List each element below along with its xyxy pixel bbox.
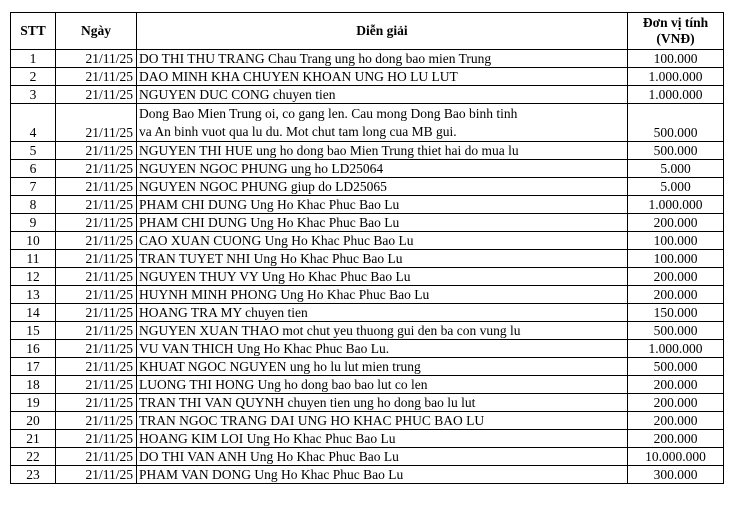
row-stt: 14	[11, 304, 56, 322]
row-stt: 23	[11, 466, 56, 484]
row-date: 21/11/25	[56, 340, 137, 358]
row-stt: 5	[11, 142, 56, 160]
row-stt: 1	[11, 50, 56, 68]
row-stt: 6	[11, 160, 56, 178]
table-row	[11, 304, 724, 322]
row-amount: 500.000	[628, 358, 724, 376]
row-stt: 10	[11, 232, 56, 250]
table-row	[11, 322, 724, 340]
row-description: HUYNH MINH PHONG Ung Ho Khac Phuc Bao Lu	[137, 286, 628, 304]
row-description: NGUYEN NGOC PHUNG ung ho LD25064	[137, 160, 628, 178]
donation-table	[10, 12, 724, 484]
row-amount: 200.000	[628, 430, 724, 448]
row-date: 21/11/25	[56, 250, 137, 268]
row-amount: 500.000	[628, 142, 724, 160]
row-description: DO THI THU TRANG Chau Trang ung ho dong bao mien Trung	[137, 50, 628, 68]
row-description-line2: va An binh vuot qua lu du. Mot chut tam long cua MB gui.	[139, 123, 457, 139]
table-row	[11, 394, 724, 412]
row-stt: 16	[11, 340, 56, 358]
row-stt: 13	[11, 286, 56, 304]
row-description: PHAM CHI DUNG Ung Ho Khac Phuc Bao Lu	[137, 196, 628, 214]
row-date: 21/11/25	[56, 68, 137, 86]
table-row	[11, 142, 724, 160]
row-stt: 8	[11, 196, 56, 214]
row-description: TRAN NGOC TRANG DAI UNG HO KHAC PHUC BAO LU	[137, 412, 628, 430]
row-date: 21/11/25	[56, 322, 137, 340]
row-date: 21/11/25	[56, 86, 137, 104]
table-row	[11, 466, 724, 484]
row-description: LUONG THI HONG Ung ho dong bao bao lut co len	[137, 376, 628, 394]
row-date: 21/11/25	[56, 178, 137, 196]
row-stt: 19	[11, 394, 56, 412]
row-description: HOANG KIM LOI Ung Ho Khac Phuc Bao Lu	[137, 430, 628, 448]
row-stt: 2	[11, 68, 56, 86]
row-description: HOANG TRA MY chuyen tien	[137, 304, 628, 322]
row-stt: 17	[11, 358, 56, 376]
row-description: CAO XUAN CUONG Ung Ho Khac Phuc Bao Lu	[137, 232, 628, 250]
table-row	[11, 430, 724, 448]
row-description: DO THI VAN ANH Ung Ho Khac Phuc Bao Lu	[137, 448, 628, 466]
row-date: 21/11/25	[56, 286, 137, 304]
table-row	[11, 412, 724, 430]
header-description: Diễn giải	[137, 13, 628, 50]
row-stt: 20	[11, 412, 56, 430]
row-description: NGUYEN NGOC PHUNG giup do LD25065	[137, 178, 628, 196]
row-date: 21/11/25	[56, 104, 137, 142]
table-row	[11, 340, 724, 358]
row-date: 21/11/25	[56, 430, 137, 448]
row-stt: 18	[11, 376, 56, 394]
row-description: NGUYEN THUY VY Ung Ho Khac Phuc Bao Lu	[137, 268, 628, 286]
row-amount: 5.000	[628, 160, 724, 178]
row-amount: 1.000.000	[628, 68, 724, 86]
row-amount: 1.000.000	[628, 86, 724, 104]
row-stt: 11	[11, 250, 56, 268]
row-date: 21/11/25	[56, 304, 137, 322]
row-description: VU VAN THICH Ung Ho Khac Phuc Bao Lu.	[137, 340, 628, 358]
row-stt: 7	[11, 178, 56, 196]
table-row	[11, 178, 724, 196]
row-description: KHUAT NGOC NGUYEN ung ho lu lut mien trung	[137, 358, 628, 376]
row-amount: 1.000.000	[628, 196, 724, 214]
row-stt: 4	[11, 104, 56, 142]
row-date: 21/11/25	[56, 448, 137, 466]
row-stt: 21	[11, 430, 56, 448]
row-date: 21/11/25	[56, 466, 137, 484]
row-amount: 100.000	[628, 50, 724, 68]
row-date: 21/11/25	[56, 268, 137, 286]
table-row	[11, 50, 724, 68]
row-description: NGUYEN DUC CONG chuyen tien	[137, 86, 628, 104]
table-row	[11, 250, 724, 268]
row-amount: 100.000	[628, 250, 724, 268]
row-stt: 3	[11, 86, 56, 104]
row-description: PHAM CHI DUNG Ung Ho Khac Phuc Bao Lu	[137, 214, 628, 232]
row-amount: 100.000	[628, 232, 724, 250]
table-row	[11, 196, 724, 214]
row-amount: 150.000	[628, 304, 724, 322]
table-row	[11, 376, 724, 394]
row-description: TRAN TUYET NHI Ung Ho Khac Phuc Bao Lu	[137, 250, 628, 268]
row-date: 21/11/25	[56, 412, 137, 430]
table-row	[11, 286, 724, 304]
row-date: 21/11/25	[56, 232, 137, 250]
header-stt: STT	[11, 13, 56, 50]
header-unit	[628, 13, 724, 50]
row-description: NGUYEN XUAN THAO mot chut yeu thuong gui den ba con vung lu	[137, 322, 628, 340]
row-description: DAO MINH KHA CHUYEN KHOAN UNG HO LU LUT	[137, 68, 628, 86]
row-date: 21/11/25	[56, 358, 137, 376]
row-date: 21/11/25	[56, 394, 137, 412]
statement-sheet	[10, 12, 724, 484]
row-amount: 200.000	[628, 376, 724, 394]
row-description: NGUYEN THI HUE ung ho dong bao Mien Trung thiet hai do mua lu	[137, 142, 628, 160]
row-stt: 15	[11, 322, 56, 340]
row-date: 21/11/25	[56, 160, 137, 178]
row-amount: 1.000.000	[628, 340, 724, 358]
table-row	[11, 86, 724, 104]
table-row	[11, 358, 724, 376]
header-row	[11, 13, 724, 50]
table-row	[11, 268, 724, 286]
table-row	[11, 448, 724, 466]
row-amount: 200.000	[628, 394, 724, 412]
row-description	[137, 104, 628, 142]
row-amount: 200.000	[628, 412, 724, 430]
header-unit-line2: (VNĐ)	[656, 31, 695, 46]
row-amount: 200.000	[628, 268, 724, 286]
row-amount: 500.000	[628, 104, 724, 142]
table-row	[11, 232, 724, 250]
row-stt: 22	[11, 448, 56, 466]
row-date: 21/11/25	[56, 142, 137, 160]
row-stt: 9	[11, 214, 56, 232]
table-row	[11, 214, 724, 232]
table-row	[11, 104, 724, 142]
row-amount: 200.000	[628, 214, 724, 232]
table-row	[11, 160, 724, 178]
row-date: 21/11/25	[56, 196, 137, 214]
header-unit-line1: Đơn vị tính	[642, 15, 709, 30]
row-amount: 200.000	[628, 286, 724, 304]
table-row	[11, 68, 724, 86]
row-description-line1: Dong Bao Mien Trung oi, co gang len. Cau mong Dong Bao binh tinh	[139, 105, 518, 121]
row-date: 21/11/25	[56, 214, 137, 232]
row-amount: 10.000.000	[628, 448, 724, 466]
row-date: 21/11/25	[56, 50, 137, 68]
row-amount: 5.000	[628, 178, 724, 196]
row-description: TRAN THI VAN QUYNH chuyen tien ung ho dong bao lu lut	[137, 394, 628, 412]
header-date: Ngày	[56, 13, 137, 50]
row-amount: 300.000	[628, 466, 724, 484]
row-amount: 500.000	[628, 322, 724, 340]
row-stt: 12	[11, 268, 56, 286]
row-description: PHAM VAN DONG Ung Ho Khac Phuc Bao Lu	[137, 466, 628, 484]
row-date: 21/11/25	[56, 376, 137, 394]
